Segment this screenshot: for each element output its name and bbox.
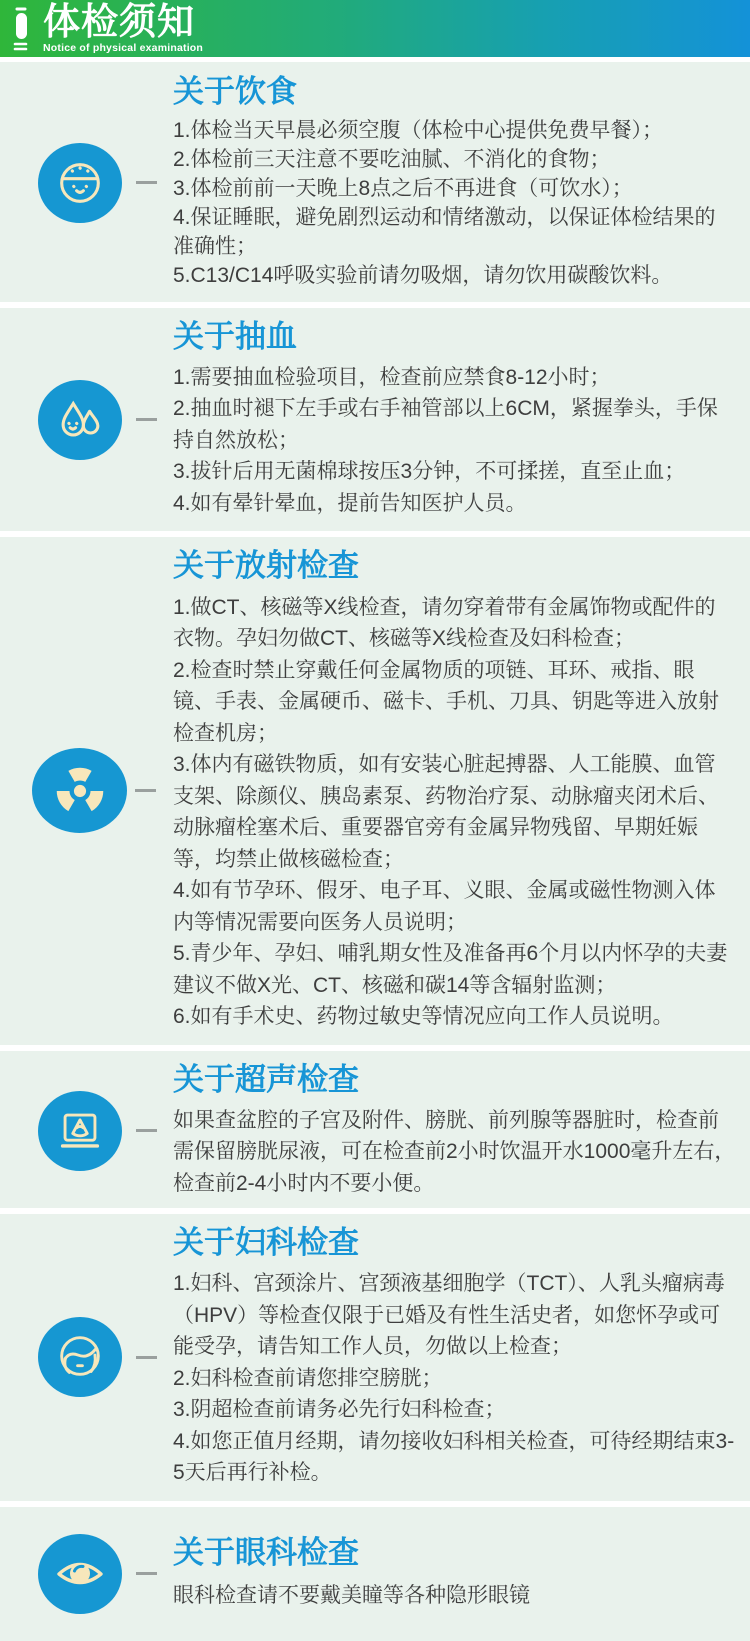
notice-item: 3.阴超检查前请务必先行妇科检查；	[173, 1394, 736, 1426]
notice-list	[173, 1105, 736, 1200]
section-title: 关于超声检查	[173, 1063, 736, 1097]
notice-item: 5.C13/C14呼吸实验前请勿吸烟，请勿饮用碳酸饮料。	[173, 262, 736, 290]
radiation-icon	[32, 748, 127, 833]
notice-item: 3.拔针后用无菌棉球按压3分钟，不可揉搓，直至止血；	[173, 456, 736, 488]
notice-item: 2.体检前三天注意不要吃油腻、不消化的食物；	[173, 146, 736, 174]
section-gynecology-icon-column	[0, 1317, 173, 1397]
icon-dash-divider	[136, 418, 157, 421]
notice-scroll-icon	[10, 5, 36, 53]
notice-item: 1.妇科、宫颈涂片、宫颈液基细胞学（TCT）、人乳头瘤病毒（HPV）等检查仅限于已婚及有性生活史者，如您怀孕或可能受孕，请告知工作人员，勿做以上检查；	[173, 1268, 736, 1363]
notice-item: 6.如有手术史、药物过敏史等情况应向工作人员说明。	[173, 1001, 736, 1033]
icon-dash-divider	[136, 1572, 157, 1575]
woman-face-icon	[38, 1317, 122, 1397]
notice-list	[173, 592, 736, 1033]
rice-bowl-face-icon	[38, 143, 122, 223]
notice-item: 5.青少年、孕妇、哺乳期女性及准备再6个月以内怀孕的夫妻建议不做X光、CT、核磁和碳14等含辐射监测；	[173, 938, 736, 1001]
notice-list	[173, 117, 736, 290]
section-ultrasound	[0, 1051, 750, 1209]
notice-list	[173, 1580, 736, 1612]
notice-item: 1.需要抽血检验项目，检查前应禁食8-12小时；	[173, 362, 736, 394]
icon-dash-divider	[136, 181, 157, 184]
section-radiology	[0, 537, 750, 1044]
ultrasound-monitor-icon	[38, 1091, 122, 1171]
section-radiology-icon-column	[0, 748, 173, 833]
section-diet	[0, 62, 750, 302]
section-ophthalmology-icon-column	[0, 1534, 173, 1614]
section-blood-icon-column	[0, 380, 173, 460]
section-title: 关于眼科检查	[173, 1536, 736, 1570]
notice-item: 4.如有晕针晕血，提前告知医护人员。	[173, 488, 736, 520]
notice-item: 3.体内有磁铁物质，如有安装心脏起搏器、人工能膜、血管支架、除颜仪、胰岛素泵、药物治疗泵、动脉瘤夹闭术后、动脉瘤栓塞术后、重要器官旁有金属异物残留、早期妊娠等，均禁止做核磁检查；	[173, 749, 736, 875]
section-title: 关于抽血	[173, 320, 736, 354]
notice-item: 眼科检查请不要戴美瞳等各种隐形眼镜	[173, 1580, 736, 1612]
page-title: 体检须知	[43, 3, 203, 42]
notice-item: 4.如您正值月经期，请勿接收妇科相关检查，可待经期结束3-5天后再行补检。	[173, 1426, 736, 1489]
icon-dash-divider	[136, 1356, 157, 1359]
page-subtitle: Notice of physical examination	[43, 42, 203, 54]
section-ophthalmology	[0, 1507, 750, 1641]
notice-list	[173, 362, 736, 520]
page-header	[0, 0, 750, 57]
icon-dash-divider	[136, 1129, 157, 1132]
notice-item: 2.抽血时褪下左手或右手袖管部以上6CM，紧握拳头，手保持自然放松；	[173, 393, 736, 456]
notice-item: 4.保证睡眠，避免剧烈运动和情绪激动，以保证体检结果的准确性；	[173, 204, 736, 260]
section-ultrasound-icon-column	[0, 1091, 173, 1171]
notice-item: 2.检查时禁止穿戴任何金属物质的项链、耳环、戒指、眼镜、手表、金属硬币、磁卡、手机、刀具、钥匙等进入放射检查机房；	[173, 655, 736, 750]
notice-item: 1.体检当天早晨必须空腹（体检中心提供免费早餐）；	[173, 117, 736, 145]
section-title: 关于放射检查	[173, 549, 736, 583]
notice-item: 3.体检前前一天晚上8点之后不再进食（可饮水）；	[173, 175, 736, 203]
notice-item: 4.如有节孕环、假牙、电子耳、义眼、金属或磁性物测入体内等情况需要向医务人员说明；	[173, 875, 736, 938]
notice-item: 1.做CT、核磁等X线检查，请勿穿着带有金属饰物或配件的衣物。孕妇勿做CT、核磁等X线检查及妇科检查；	[173, 592, 736, 655]
notice-item: 2.妇科检查前请您排空膀胱；	[173, 1363, 736, 1395]
section-diet-icon-column	[0, 143, 173, 223]
icon-dash-divider	[135, 789, 156, 792]
water-drops-face-icon	[38, 380, 122, 460]
notice-list	[173, 1268, 736, 1489]
notice-item: 如果查盆腔的子宫及附件、膀胱、前列腺等器脏时，检查前需保留膀胱尿液，可在检查前2小时饮温开水1000毫升左右，检查前2-4小时内不要小便。	[173, 1105, 736, 1200]
section-gynecology	[0, 1214, 750, 1501]
eye-icon	[38, 1534, 122, 1614]
section-blood	[0, 308, 750, 532]
section-title: 关于妇科检查	[173, 1226, 736, 1260]
section-title: 关于饮食	[173, 75, 736, 109]
